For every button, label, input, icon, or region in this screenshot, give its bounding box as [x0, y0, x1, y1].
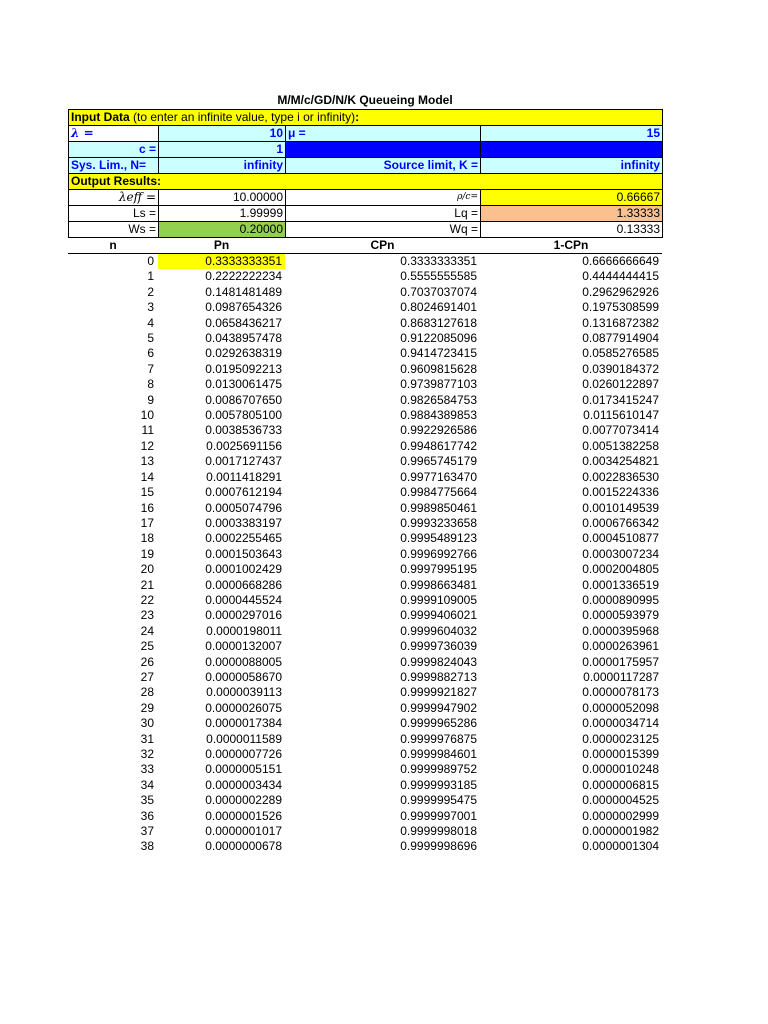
- table-row: [68, 501, 662, 516]
- cell-1-cpn[interactable]: 0.0022836530: [582, 469, 659, 484]
- cell-cpn[interactable]: 0.9999921827: [400, 685, 477, 700]
- cell-1-cpn[interactable]: 0.0000593979: [582, 608, 659, 623]
- col-header-cpn: CPn: [285, 238, 480, 254]
- table-row: [68, 716, 662, 731]
- cell-pn[interactable]: 0.0195092213: [205, 361, 282, 376]
- table-row: [68, 439, 662, 454]
- cell-1-cpn[interactable]: 0.0173415247: [582, 392, 659, 407]
- output-header-row: [69, 174, 663, 190]
- lambda-label: λ =: [69, 126, 159, 142]
- cell-pn[interactable]: 0.0000039113: [206, 685, 282, 700]
- cell-cpn[interactable]: 0.9999993185: [400, 777, 477, 792]
- source-limit-value-cell[interactable]: [481, 158, 663, 174]
- cell-pn[interactable]: 0.0000005151: [205, 762, 282, 777]
- cell-cpn[interactable]: 0.9999109005: [400, 592, 477, 607]
- probability-header-row: [68, 238, 662, 254]
- input-header-row: [69, 110, 663, 126]
- cell-cpn[interactable]: 0.9965745179: [400, 454, 477, 469]
- cell-pn[interactable]: 0.3333333351: [158, 254, 285, 270]
- cell-1-cpn[interactable]: 0.0000001982: [582, 824, 659, 839]
- cell-1-cpn[interactable]: 0.1975308599: [582, 300, 659, 315]
- syslim-value: infinity: [243, 158, 283, 172]
- probability-table-body: [68, 254, 662, 855]
- cell-1-cpn[interactable]: 0.0000263961: [582, 639, 659, 654]
- cell-1-cpn[interactable]: 0.4444444415: [582, 269, 659, 284]
- cell-cpn[interactable]: 0.8024691401: [400, 300, 477, 315]
- cell-n[interactable]: 0: [147, 254, 154, 268]
- table-row: [68, 516, 662, 531]
- table-row: [68, 608, 662, 623]
- lambda-value-cell[interactable]: [159, 126, 286, 142]
- cell-1-cpn[interactable]: 0.0000001304: [582, 839, 659, 854]
- cell-pn[interactable]: 0.0000132007: [205, 639, 282, 654]
- cell-n[interactable]: 18: [140, 531, 154, 546]
- cell-pn[interactable]: 0.0000198011: [206, 623, 282, 638]
- table-row: [68, 377, 662, 392]
- c-value: 1: [276, 142, 283, 156]
- cell-cpn[interactable]: 0.9609815628: [400, 361, 477, 376]
- lq-label: Lq =: [286, 206, 481, 222]
- lambda-value: 10: [269, 126, 283, 140]
- cell-pn[interactable]: 0.0000003434: [205, 777, 282, 792]
- rho-label: ρ/c=: [286, 190, 481, 206]
- table-row: [68, 562, 662, 577]
- mu-value: 15: [646, 126, 660, 140]
- table-row: [68, 531, 662, 546]
- cell-n[interactable]: 15: [140, 485, 154, 500]
- cell-n[interactable]: 9: [147, 392, 154, 407]
- source-limit-label: Source limit, K =: [286, 158, 481, 174]
- cell-n[interactable]: 23: [140, 608, 154, 623]
- rho-value[interactable]: 0.66667: [481, 190, 663, 206]
- cell-1-cpn[interactable]: 0.0000010248: [582, 762, 659, 777]
- cell-pn[interactable]: 0.0003383197: [205, 515, 282, 530]
- cell-1-cpn[interactable]: 0.0015224336: [582, 485, 659, 500]
- cell-1-cpn[interactable]: 0.0000006815: [582, 777, 659, 792]
- table-row: [68, 331, 662, 346]
- cell-n[interactable]: 38: [140, 839, 154, 854]
- cell-1-cpn[interactable]: 0.0000395968: [582, 623, 659, 638]
- table-row: [68, 547, 662, 562]
- cell-cpn[interactable]: 0.8683127618: [400, 315, 477, 330]
- cell-n[interactable]: 19: [140, 546, 154, 561]
- cell-n[interactable]: 32: [140, 747, 154, 761]
- wq-value[interactable]: 0.13333: [481, 222, 663, 238]
- table-row: [68, 732, 662, 747]
- cell-cpn[interactable]: 0.7037037074: [400, 284, 477, 299]
- table-row: [68, 593, 662, 608]
- cell-n[interactable]: 5: [147, 331, 154, 346]
- table-row: [68, 670, 662, 685]
- cell-n[interactable]: 1: [147, 269, 154, 284]
- cell-n[interactable]: 37: [140, 824, 154, 839]
- cell-cpn[interactable]: 0.9884389853: [400, 408, 477, 423]
- cell-1-cpn[interactable]: 0.0004510877: [582, 531, 659, 546]
- cell-n[interactable]: 20: [140, 562, 154, 577]
- cell-1-cpn[interactable]: 0.0077073414: [582, 423, 659, 438]
- cell-n[interactable]: 36: [140, 808, 154, 823]
- cell-pn[interactable]: 0.0000058670: [205, 669, 282, 684]
- cell-n[interactable]: 33: [140, 762, 154, 777]
- table-row: [68, 839, 662, 854]
- cell-pn[interactable]: 0.0011418291: [206, 469, 282, 484]
- cell-1-cpn[interactable]: 0.6666666649: [582, 254, 659, 268]
- input-header-cell[interactable]: [69, 110, 663, 126]
- cell-1-cpn[interactable]: 0.0000023125: [582, 731, 659, 746]
- table-row: [68, 300, 662, 315]
- cell-pn[interactable]: 0.0000001017: [205, 824, 282, 839]
- table-row: [68, 701, 662, 716]
- table-row: [68, 639, 662, 654]
- ls-value[interactable]: 1.99999: [159, 206, 286, 222]
- cell-cpn[interactable]: 0.5555555585: [400, 269, 477, 284]
- lq-value[interactable]: 1.33333: [481, 206, 663, 222]
- cell-cpn[interactable]: 0.9739877103: [400, 377, 477, 392]
- c-label: c =: [69, 142, 159, 158]
- syslim-label: Sys. Lim., N=: [69, 158, 159, 174]
- cell-n[interactable]: 31: [140, 731, 154, 746]
- cell-cpn[interactable]: 0.9999824043: [400, 654, 477, 669]
- cell-n[interactable]: 21: [140, 577, 154, 592]
- cell-n[interactable]: 4: [147, 315, 154, 330]
- cell-1-cpn[interactable]: 0.0051382258: [582, 438, 659, 453]
- wq-label: Wq =: [286, 222, 481, 238]
- cell-pn[interactable]: 0.0000002289: [205, 793, 282, 808]
- table-row: [68, 393, 662, 408]
- input-header-colon: :: [355, 110, 360, 124]
- cell-cpn[interactable]: 0.9999947902: [400, 700, 477, 715]
- cell-n[interactable]: 14: [140, 469, 154, 484]
- table-row: [68, 824, 662, 839]
- cell-n[interactable]: 16: [140, 500, 154, 515]
- cell-n[interactable]: 29: [140, 700, 154, 715]
- cell-n[interactable]: 3: [147, 300, 154, 315]
- cell-1-cpn[interactable]: 0.0003007234: [582, 546, 659, 561]
- output-header: Output Results:: [69, 174, 663, 190]
- cell-cpn[interactable]: 0.9999995475: [400, 793, 477, 808]
- cell-n[interactable]: 22: [140, 592, 154, 607]
- cell-n[interactable]: 26: [140, 654, 154, 669]
- cell-1-cpn[interactable]: 0.0034254821: [582, 454, 659, 469]
- input-header-bold: Input Data: [71, 110, 130, 124]
- cell-n[interactable]: 27: [140, 669, 154, 684]
- table-row: [68, 485, 662, 500]
- cell-n[interactable]: 30: [140, 716, 154, 731]
- source-limit-value: infinity: [620, 158, 660, 172]
- cell-1-cpn[interactable]: 0.0585276585: [582, 346, 659, 361]
- cell-pn[interactable]: 0.0002255465: [205, 531, 282, 546]
- cell-1-cpn[interactable]: 0.0877914904: [582, 331, 659, 346]
- probability-table: [68, 238, 662, 855]
- cell-pn[interactable]: 0.0000011589: [206, 731, 282, 746]
- cell-1-cpn[interactable]: 0.0115610147: [583, 408, 659, 423]
- col-header-1-cpn: 1-CPn: [480, 238, 662, 254]
- table-row: [68, 578, 662, 593]
- table-row: [68, 778, 662, 793]
- cell-n[interactable]: 34: [140, 777, 154, 792]
- table-row: [68, 470, 662, 485]
- cell-cpn[interactable]: 0.9977163470: [400, 469, 477, 484]
- cell-cpn[interactable]: 0.9999998696: [400, 839, 477, 854]
- cell-cpn[interactable]: 0.9996992766: [400, 546, 477, 561]
- cell-n[interactable]: 12: [140, 438, 154, 453]
- cell-1-cpn[interactable]: 0.0000015399: [582, 747, 659, 761]
- cell-n[interactable]: 28: [140, 685, 154, 700]
- c-row: [69, 142, 663, 158]
- cell-pn[interactable]: 0.0000445524: [205, 592, 282, 607]
- cell-1-cpn[interactable]: 0.0390184372: [582, 361, 659, 376]
- cell-1-cpn[interactable]: 0.0000117287: [583, 669, 659, 684]
- cell-1-cpn[interactable]: 0.0000002999: [582, 808, 659, 823]
- cell-1-cpn[interactable]: 0.0000052098: [582, 700, 659, 715]
- cell-pn[interactable]: 0.0987654326: [205, 300, 282, 315]
- cell-cpn[interactable]: 0.9922926586: [400, 423, 477, 438]
- cell-n[interactable]: 25: [140, 639, 154, 654]
- cell-pn[interactable]: 0.2222222234: [205, 269, 282, 284]
- cell-pn[interactable]: 0.0438957478: [205, 331, 282, 346]
- table-row: [68, 454, 662, 469]
- cell-1-cpn[interactable]: 0.0001336519: [582, 577, 659, 592]
- c-value-cell[interactable]: [159, 142, 286, 158]
- cell-cpn[interactable]: 0.9948617742: [400, 438, 477, 453]
- cell-pn[interactable]: 0.0001002429: [205, 562, 282, 577]
- col-header-n: n: [68, 238, 158, 254]
- spreadsheet: [68, 92, 662, 855]
- cell-n[interactable]: 11: [141, 423, 154, 438]
- table-row: [68, 793, 662, 808]
- cell-cpn[interactable]: 0.9998663481: [400, 577, 477, 592]
- c-blank-cell-2: [481, 142, 663, 158]
- cell-pn[interactable]: 0.0005074796: [205, 500, 282, 515]
- cell-cpn[interactable]: 0.9999406021: [400, 608, 477, 623]
- cell-n[interactable]: 7: [147, 361, 154, 376]
- cell-n[interactable]: 13: [140, 454, 154, 469]
- ws-label: Ws =: [69, 222, 159, 238]
- table-row: [68, 316, 662, 331]
- sheet-title: M/M/c/GD/N/K Queueing Model: [277, 93, 453, 107]
- lambda-mu-row: [69, 126, 663, 142]
- cell-cpn[interactable]: 0.9997995195: [400, 562, 477, 577]
- cell-cpn[interactable]: 0.9999604032: [400, 623, 477, 638]
- lambda-eff-value[interactable]: 10.00000: [159, 190, 286, 206]
- mu-value-cell[interactable]: [481, 126, 663, 142]
- cell-n[interactable]: 17: [140, 515, 154, 530]
- cell-cpn[interactable]: 0.9989850461: [400, 500, 477, 515]
- cell-1-cpn[interactable]: 0.0002004805: [582, 562, 659, 577]
- cell-pn[interactable]: 0.0000668286: [205, 577, 282, 592]
- cell-cpn[interactable]: 0.9999989752: [400, 762, 477, 777]
- table-row: [68, 655, 662, 670]
- cell-1-cpn[interactable]: 0.1316872382: [582, 315, 659, 330]
- cell-cpn[interactable]: 0.9999976875: [400, 731, 477, 746]
- cell-1-cpn[interactable]: 0.0000175957: [582, 654, 659, 669]
- cell-pn[interactable]: 0.0057805100: [205, 408, 282, 423]
- cell-cpn[interactable]: 0.9999984601: [400, 747, 477, 761]
- cell-pn[interactable]: 0.0000297016: [205, 608, 282, 623]
- col-header-pn: Pn: [158, 238, 285, 254]
- input-output-table: [68, 109, 663, 238]
- cell-pn[interactable]: 0.0025691156: [206, 438, 282, 453]
- table-row: [68, 269, 662, 284]
- input-header-note: (to enter an infinite value, type i or infinity): [129, 110, 356, 124]
- cell-cpn[interactable]: 0.9122085096: [400, 331, 477, 346]
- cell-n[interactable]: 2: [147, 284, 154, 299]
- cell-cpn[interactable]: 0.9995489123: [400, 531, 477, 546]
- table-row: [68, 747, 662, 762]
- ls-label: Ls =: [69, 206, 159, 222]
- cell-1-cpn[interactable]: 0.0260122897: [582, 377, 659, 392]
- cell-1-cpn[interactable]: 0.0010149539: [582, 500, 659, 515]
- lambda-eff-label: λeff =: [69, 190, 159, 206]
- cell-cpn[interactable]: 0.9999997001: [400, 808, 477, 823]
- cell-pn[interactable]: 0.0007612194: [205, 485, 282, 500]
- mu-label: μ =: [286, 126, 481, 142]
- cell-pn[interactable]: 0.0000001526: [205, 808, 282, 823]
- limits-row: [69, 158, 663, 174]
- cell-cpn[interactable]: 0.9826584753: [400, 392, 477, 407]
- cell-pn[interactable]: 0.0000088005: [205, 654, 282, 669]
- ws-wq-row: [69, 222, 663, 238]
- table-row: [68, 762, 662, 777]
- cell-cpn[interactable]: 0.9414723415: [400, 346, 477, 361]
- table-row: [68, 285, 662, 300]
- table-row: [68, 809, 662, 824]
- cell-pn[interactable]: 0.0000007726: [205, 747, 282, 761]
- table-row: [68, 362, 662, 377]
- cell-1-cpn[interactable]: 0.0000078173: [582, 685, 659, 700]
- cell-pn[interactable]: 0.0292638319: [205, 346, 282, 361]
- table-row: [68, 408, 662, 423]
- cell-pn[interactable]: 0.0086707650: [205, 392, 282, 407]
- table-row: [68, 624, 662, 639]
- cell-n[interactable]: 10: [140, 408, 154, 423]
- ws-value[interactable]: 0.20000: [159, 222, 286, 238]
- cell-pn[interactable]: 0.0000017384: [205, 716, 282, 731]
- cell-1-cpn[interactable]: 0.0006766342: [582, 515, 659, 530]
- cell-pn[interactable]: 0.0038536733: [205, 423, 282, 438]
- cell-n[interactable]: 8: [147, 377, 154, 392]
- cell-cpn[interactable]: 0.3333333351: [400, 254, 477, 268]
- cell-cpn[interactable]: 0.9993233658: [400, 515, 477, 530]
- cell-pn[interactable]: 0.0000026075: [205, 700, 282, 715]
- ls-lq-row: [69, 206, 663, 222]
- cell-1-cpn[interactable]: 0.0000004525: [582, 793, 659, 808]
- cell-cpn[interactable]: 0.9984775664: [400, 485, 477, 500]
- cell-pn[interactable]: 0.0017127437: [205, 454, 282, 469]
- cell-n[interactable]: 6: [147, 346, 154, 361]
- table-row: [68, 346, 662, 361]
- c-blank-cell-1: [286, 142, 481, 158]
- cell-n[interactable]: 24: [140, 623, 154, 638]
- lambda-eff-row: [69, 190, 663, 206]
- cell-cpn[interactable]: 0.9999736039: [400, 639, 477, 654]
- cell-pn[interactable]: 0.0001503643: [205, 546, 282, 561]
- cell-pn[interactable]: 0.1481481489: [205, 284, 282, 299]
- cell-n[interactable]: 35: [140, 793, 154, 808]
- cell-cpn[interactable]: 0.9999882713: [400, 669, 477, 684]
- cell-pn[interactable]: 0.0130061475: [205, 377, 282, 392]
- cell-cpn[interactable]: 0.9999965286: [400, 716, 477, 731]
- cell-1-cpn[interactable]: 0.0000034714: [582, 716, 659, 731]
- cell-1-cpn[interactable]: 0.2962962926: [582, 284, 659, 299]
- table-row: [68, 423, 662, 438]
- cell-pn[interactable]: 0.0000000678: [205, 839, 282, 854]
- cell-cpn[interactable]: 0.9999998018: [400, 824, 477, 839]
- table-row: [68, 254, 662, 270]
- table-row: [68, 685, 662, 700]
- cell-1-cpn[interactable]: 0.0000890995: [582, 592, 659, 607]
- cell-pn[interactable]: 0.0658436217: [205, 315, 282, 330]
- syslim-value-cell[interactable]: [159, 158, 286, 174]
